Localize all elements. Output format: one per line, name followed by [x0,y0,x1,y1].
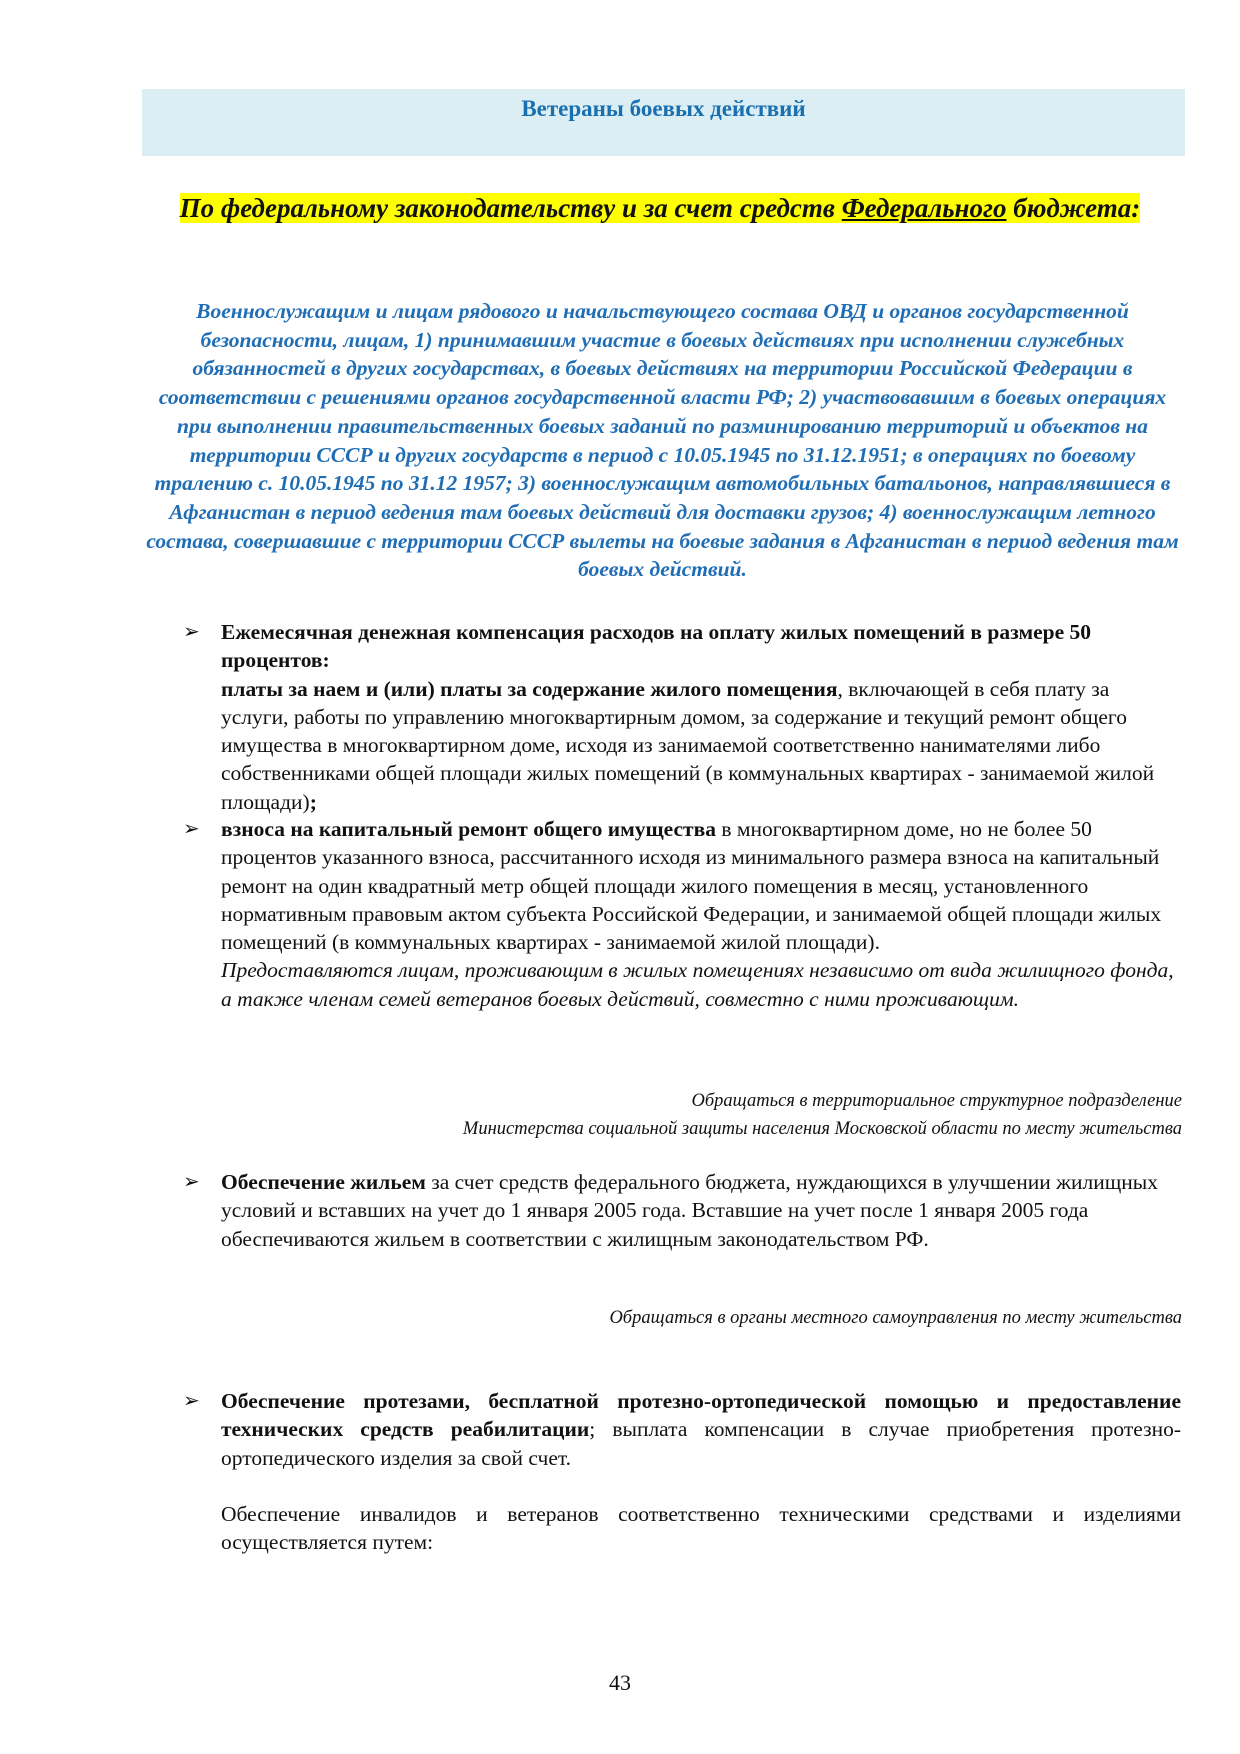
benefit-text: ; выплата компенсации в случае приобретения протезно-ортопедического изделия за свой счет. [221,1417,1181,1470]
arrow-bullet-icon: ➢ [183,1390,200,1412]
funding-heading-part1: По федеральному законодательству и за счет средств [179,193,842,223]
contact-info-social-protection [463,1087,1182,1143]
page-title: Ветераны боевых действий [521,96,806,121]
contact-line: Обращаться в территориальное структурное подразделение [691,1091,1182,1111]
funding-heading [160,190,1160,226]
benefit-note: Предоставляются лицам, проживающим в жилых помещениях независимо от вида жилищного фонда, а также членам семей ветеранов боевых действий, совместно с ними проживающим. [221,958,1174,1011]
benefit-lead: Обеспечение протезами, бесплатной протезно-ортопедической помощью и предоставление технических средств реабилитации [221,1389,1181,1442]
benefit-item-prosthetics [183,1387,1181,1556]
benefit-lead: взноса на капитальный ремонт общего имущества [221,817,716,841]
page-number: 43 [609,1670,631,1695]
section-header-band [142,89,1185,156]
funding-heading-part3: бюджета: [1006,193,1141,223]
funding-heading-underlined: Федерального [841,193,1007,223]
arrow-bullet-icon: ➢ [183,621,200,643]
arrow-bullet-icon: ➢ [183,818,200,840]
benefit-item-housing-provision [183,1168,1181,1253]
contact-line: Министерства социальной защиты населения Московской области по месту жительства [462,1119,1182,1139]
benefit-text: , включающей в себя плату за услуги, работы по управлению многоквартирным домом, за содержание и текущий ремонт общего имущества в многоквартирном доме, исходя из занимаемой соответственно нанимателями либо собственниками общей площади жилых помещений (в коммунальных квартирах - занимаемой жилой площади) [221,676,1155,814]
arrow-bullet-icon: ➢ [183,1171,200,1193]
benefit-item-housing-compensation [183,618,1181,816]
benefit-tail: ; [309,789,317,814]
benefit-lead: Обеспечение жильем [221,1170,426,1194]
benefit-item-capital-repair [183,815,1181,1013]
benefit-lead: платы за наем и (или) платы за содержание жилого помещения [221,676,838,701]
contact-info-local-government [609,1304,1182,1332]
eligibility-intro: Военнослужащим и лицам рядового и начальствующего состава ОВД и органов государственной безопасности, лицам, 1) принимавшим участие в боевых действиях при исполнении служебных обязанностей в других государствах, в боевых действиях на территории Российской Федерации в соответствии с решениями органов государственной власти РФ; 2) участвовавшим в боевых операциях при выполнении правительственных боевых заданий по разминированию территорий и объектов на территории СССР и других государств в период с 10.05.1945 по 31.12.1951; в операциях по боевому тралению с. 10.05.1945 по 31.12 1957; 3) военнослужащим автомобильных батальонов, направлявшиеся в Афганистан в период ведения там боевых действий для доставки грузов; 4) военнослужащим летного состава, совершавшие с территории СССР вылеты на боевые задания в Афганистан в период ведения там боевых действий. [146,299,1179,582]
benefit-text: в многоквартирном доме, но не более 50 процентов указанного взноса, рассчитанного исходя из минимального размера взноса на капитальный ремонт на один квадратный метр общей площади жилого помещения в месяц, установленного нормативным правовым актом субъекта Российской Федерации, и занимаемой общей площади жилых помещений (в коммунальных квартирах - занимаемой жилой площади). [221,817,1162,955]
contact-line: Обращаться в органы местного самоуправления по месту жительства [609,1308,1182,1328]
benefit-text: за счет средств федерального бюджета, нуждающихся в улучшении жилищных условий и вставших на учет до 1 января 2005 года. Вставшие на учет после 1 января 2005 года обеспечиваются жильем в соответствии с жилищным законодательством РФ. [221,1170,1158,1251]
benefit-paragraph: Обеспечение инвалидов и ветеранов соответственно техническими средствами и изделиями осуществляется путем: [221,1501,1181,1555]
benefit-heading: Ежемесячная денежная компенсация расходов на оплату жилых помещений в размере 50 процентов: [221,620,1092,673]
